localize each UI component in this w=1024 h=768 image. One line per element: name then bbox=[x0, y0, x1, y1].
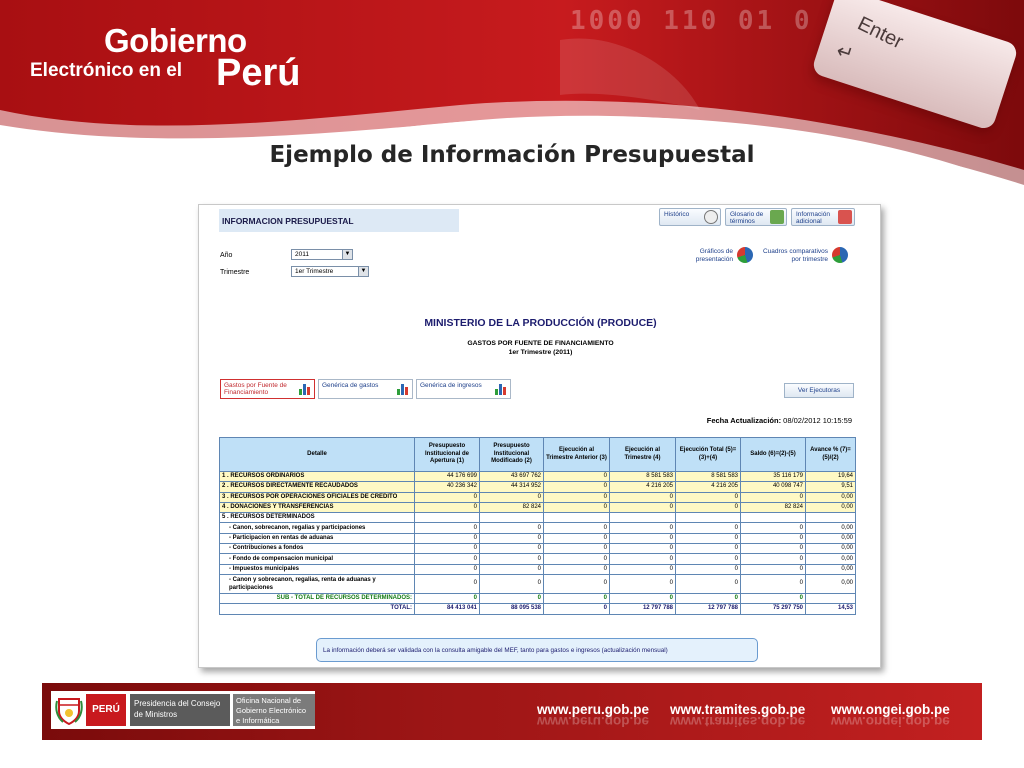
glosario-button[interactable] bbox=[725, 208, 787, 226]
row-value: 0 bbox=[610, 502, 676, 512]
row-value: 0 bbox=[415, 593, 480, 603]
col-header: Presupuesto Institucional Modificado (2) bbox=[480, 438, 544, 472]
row-value: 0 bbox=[415, 492, 480, 502]
col-header: Detalle bbox=[220, 438, 415, 472]
row-value: 0 bbox=[676, 554, 741, 564]
informacion-button[interactable] bbox=[791, 208, 855, 226]
row-value: 0 bbox=[415, 502, 480, 512]
row-value: 0 bbox=[741, 593, 806, 603]
row-value: 0 bbox=[676, 574, 741, 593]
row-detail: 3 . RECURSOS POR OPERACIONES OFICIALES DE CREDITO bbox=[220, 492, 415, 502]
row-value: 0 bbox=[480, 544, 544, 554]
row-value: 44 176 699 bbox=[415, 472, 480, 482]
row-value: 0 bbox=[480, 564, 544, 574]
row-value: 12 797 788 bbox=[676, 604, 741, 614]
table-row bbox=[220, 564, 856, 574]
row-value: 0 bbox=[544, 533, 610, 543]
coat-of-arms-icon bbox=[55, 695, 83, 725]
row-detail: 1 . RECURSOS ORDINARIOS bbox=[220, 472, 415, 482]
col-header: Presupuesto Institucional de Apertura (1) bbox=[415, 438, 480, 472]
budget-table bbox=[219, 437, 856, 615]
row-value: 0 bbox=[610, 593, 676, 603]
col-header: Avance % (7)=(5)/(2) bbox=[806, 438, 856, 472]
table-row bbox=[220, 544, 856, 554]
row-value: 0 bbox=[676, 523, 741, 533]
ano-select[interactable] bbox=[291, 249, 353, 260]
row-value: 40 098 747 bbox=[741, 482, 806, 492]
col-header: Ejecución al Trimestre (4) bbox=[610, 438, 676, 472]
ver-ejecutoras-button[interactable]: Ver Ejecutoras bbox=[784, 383, 854, 398]
table-row bbox=[220, 554, 856, 564]
pie-chart-icon-2 bbox=[832, 247, 848, 263]
table-row bbox=[220, 482, 856, 492]
informacion-label: Información adicional bbox=[796, 211, 830, 225]
tab-gastos-fuente[interactable] bbox=[220, 379, 315, 399]
row-value: 0 bbox=[544, 492, 610, 502]
update-date bbox=[707, 416, 852, 425]
row-detail: TOTAL: bbox=[220, 604, 415, 614]
tab-generica-ingresos[interactable] bbox=[416, 379, 511, 399]
ano-value: 2011 bbox=[295, 251, 309, 258]
url-tramites-reflection: www.tramites.gob.pe bbox=[670, 714, 806, 729]
row-value: 0 bbox=[610, 544, 676, 554]
row-value: 0,00 bbox=[806, 564, 856, 574]
row-detail: - Contribuciones a fondos bbox=[220, 544, 415, 554]
pie-chart-icon bbox=[737, 247, 753, 263]
row-value bbox=[741, 513, 806, 523]
bar-chart-icon bbox=[299, 384, 311, 395]
ano-label: Año bbox=[220, 252, 233, 259]
table-row bbox=[220, 492, 856, 502]
row-value: 84 413 041 bbox=[415, 604, 480, 614]
row-value bbox=[610, 513, 676, 523]
row-value: 8 581 583 bbox=[610, 472, 676, 482]
table-row bbox=[220, 523, 856, 533]
row-value: 0 bbox=[415, 544, 480, 554]
row-detail: 5 . RECURSOS DETERMINADOS bbox=[220, 513, 415, 523]
row-value bbox=[806, 513, 856, 523]
row-value: 0 bbox=[415, 554, 480, 564]
row-value bbox=[415, 513, 480, 523]
row-value bbox=[544, 513, 610, 523]
ongei-label: Oficina Nacional de Gobierno Electrónico e Informática bbox=[233, 694, 315, 726]
row-value: 0 bbox=[544, 472, 610, 482]
row-value: 75 297 750 bbox=[741, 604, 806, 614]
logo-peru: Perú bbox=[216, 52, 301, 94]
row-value bbox=[480, 513, 544, 523]
row-value: 19,64 bbox=[806, 472, 856, 482]
historico-button[interactable] bbox=[659, 208, 721, 226]
table-row bbox=[220, 513, 856, 523]
row-value bbox=[676, 513, 741, 523]
historico-label: Histórico bbox=[664, 211, 690, 218]
row-value: 88 095 538 bbox=[480, 604, 544, 614]
plus-icon bbox=[838, 210, 852, 224]
row-value: 0 bbox=[676, 593, 741, 603]
row-value: 0 bbox=[676, 492, 741, 502]
row-value: 0 bbox=[741, 533, 806, 543]
row-value: 0 bbox=[415, 574, 480, 593]
table-row bbox=[220, 604, 856, 614]
trimestre-label: Trimestre bbox=[220, 269, 250, 276]
logo-electronico: Electrónico en el bbox=[30, 60, 183, 81]
row-value: 0 bbox=[544, 574, 610, 593]
row-value: 9,51 bbox=[806, 482, 856, 492]
fecha-label: Fecha Actualización: bbox=[706, 416, 782, 425]
row-value: 14,53 bbox=[806, 604, 856, 614]
row-value: 0 bbox=[544, 554, 610, 564]
binary-decoration: 1000 110 01 0 bbox=[570, 6, 813, 36]
row-value: 0 bbox=[610, 492, 676, 502]
trimestre-value: 1er Trimestre bbox=[295, 268, 334, 275]
row-detail: - Fondo de compensacion municipal bbox=[220, 554, 415, 564]
table-row bbox=[220, 574, 856, 593]
row-value: 0 bbox=[610, 554, 676, 564]
row-value: 0 bbox=[610, 574, 676, 593]
row-value: 4 216 205 bbox=[676, 482, 741, 492]
cuadros-link[interactable]: Cuadros comparativos por trimestre bbox=[762, 248, 828, 263]
row-value: 0,00 bbox=[806, 544, 856, 554]
row-value: 0,00 bbox=[806, 492, 856, 502]
trimestre-select[interactable] bbox=[291, 266, 369, 277]
tab-label: Gastos por Fuente de Financiamiento bbox=[224, 382, 287, 396]
row-value: 0 bbox=[480, 574, 544, 593]
row-value: 0 bbox=[741, 523, 806, 533]
chevron-down-icon: ▼ bbox=[358, 267, 368, 276]
row-value: 0 bbox=[544, 482, 610, 492]
row-value: 0 bbox=[480, 492, 544, 502]
row-detail: - Canon y sobrecanon, regalias, renta de aduanas y participaciones bbox=[220, 574, 415, 593]
row-value: 82 824 bbox=[741, 502, 806, 512]
clock-icon bbox=[704, 210, 718, 224]
row-value: 0 bbox=[676, 564, 741, 574]
url-peru[interactable]: www.peru.gob.pe bbox=[537, 702, 650, 717]
row-detail: - Impuestos municipales bbox=[220, 564, 415, 574]
row-value: 4 216 205 bbox=[610, 482, 676, 492]
pcm-label: Presidencia del Consejo de Ministros bbox=[130, 694, 230, 726]
row-value: 44 314 952 bbox=[480, 482, 544, 492]
row-value: 0,00 bbox=[806, 574, 856, 593]
row-detail: 4 . DONACIONES Y TRANSFERENCIAS bbox=[220, 502, 415, 512]
row-value: 0 bbox=[610, 533, 676, 543]
row-value: 0 bbox=[544, 564, 610, 574]
col-header: Saldo (6)=(2)-(5) bbox=[741, 438, 806, 472]
ministry-title: MINISTERIO DE LA PRODUCCIÓN (PRODUCE) bbox=[424, 317, 657, 329]
government-logo-block bbox=[51, 691, 315, 729]
fecha-value: 08/02/2012 10:15:59 bbox=[783, 416, 852, 425]
row-value: 0 bbox=[676, 533, 741, 543]
logo-gobierno: Gobierno bbox=[104, 22, 247, 59]
header-banner bbox=[0, 0, 1024, 200]
peru-badge: PERÚ bbox=[86, 694, 126, 726]
table-row bbox=[220, 472, 856, 482]
row-value: 0 bbox=[480, 593, 544, 603]
url-ongei-reflection: www.ongei.gob.pe bbox=[831, 714, 950, 729]
row-value: 0 bbox=[544, 523, 610, 533]
url-ongei[interactable]: www.ongei.gob.pe bbox=[831, 702, 950, 717]
row-value: 0,00 bbox=[806, 523, 856, 533]
section-title: INFORMACION PRESUPUESTAL bbox=[219, 209, 459, 232]
row-value bbox=[806, 593, 856, 603]
chevron-down-icon: ▼ bbox=[342, 250, 352, 259]
enter-key-label: Enter bbox=[853, 12, 907, 54]
report-subtitle bbox=[199, 339, 882, 357]
row-value: 40 236 342 bbox=[415, 482, 480, 492]
row-value: 0,00 bbox=[806, 502, 856, 512]
row-value: 0 bbox=[741, 564, 806, 574]
row-value: 0 bbox=[676, 544, 741, 554]
budget-screenshot bbox=[198, 204, 881, 668]
subtitle-line: GASTOS POR FUENTE DE FINANCIAMIENTO bbox=[467, 340, 614, 347]
row-detail: - Canon, sobrecanon, regalias y participaciones bbox=[220, 523, 415, 533]
row-value: 12 797 788 bbox=[610, 604, 676, 614]
row-value: 0 bbox=[480, 533, 544, 543]
slide-title: Ejemplo de Información Presupuestal bbox=[269, 142, 755, 168]
row-detail: - Participacion en rentas de aduanas bbox=[220, 533, 415, 543]
row-value: 0 bbox=[544, 544, 610, 554]
bar-chart-icon bbox=[397, 384, 409, 395]
glosario-label: Glosario de términos bbox=[730, 211, 764, 225]
row-detail: SUB - TOTAL DE RECURSOS DETERMINADOS: bbox=[220, 593, 415, 603]
graficos-link[interactable]: Gráficos de presentación bbox=[695, 248, 733, 263]
tab-label: Genérica de gastos bbox=[322, 382, 379, 389]
row-value: 0 bbox=[741, 554, 806, 564]
validation-note: La información deberá ser validada con la consulta amigable del MEF, tanto para gastos e ingresos (actualización mensual) bbox=[316, 638, 758, 662]
row-value: 82 824 bbox=[480, 502, 544, 512]
book-icon bbox=[770, 210, 784, 224]
row-value: 43 697 762 bbox=[480, 472, 544, 482]
row-value: 0 bbox=[415, 533, 480, 543]
row-value: 0 bbox=[415, 564, 480, 574]
col-header: Ejecución Total (5)=(3)+(4) bbox=[676, 438, 741, 472]
row-value: 35 116 179 bbox=[741, 472, 806, 482]
row-detail: 2 . RECURSOS DIRECTAMENTE RECAUDADOS bbox=[220, 482, 415, 492]
row-value: 0 bbox=[741, 574, 806, 593]
row-value: 0 bbox=[610, 523, 676, 533]
table-row bbox=[220, 533, 856, 543]
row-value: 0,00 bbox=[806, 533, 856, 543]
col-header: Ejecución al Trimestre Anterior (3) bbox=[544, 438, 610, 472]
table-header-row bbox=[220, 438, 856, 472]
row-value: 0 bbox=[741, 544, 806, 554]
url-tramites[interactable]: www.tramites.gob.pe bbox=[670, 702, 806, 717]
row-value: 0 bbox=[480, 523, 544, 533]
tab-label: Genérica de ingresos bbox=[420, 382, 482, 389]
row-value: 0 bbox=[676, 502, 741, 512]
row-value: 0 bbox=[544, 593, 610, 603]
row-value: 0 bbox=[415, 523, 480, 533]
row-value: 0 bbox=[741, 492, 806, 502]
row-value: 0 bbox=[480, 554, 544, 564]
row-value: 0 bbox=[544, 502, 610, 512]
tab-generica-gastos[interactable] bbox=[318, 379, 413, 399]
period-line: 1er Trimestre (2011) bbox=[508, 349, 573, 356]
row-value: 0 bbox=[610, 564, 676, 574]
row-value: 8 581 583 bbox=[676, 472, 741, 482]
footer-bar bbox=[42, 683, 982, 740]
table-row bbox=[220, 593, 856, 603]
enter-arrow-icon: ↵ bbox=[833, 38, 857, 67]
row-value: 0 bbox=[544, 604, 610, 614]
table-row bbox=[220, 502, 856, 512]
url-peru-reflection: www.peru.gob.pe bbox=[537, 714, 650, 729]
row-value: 0,00 bbox=[806, 554, 856, 564]
bar-chart-icon bbox=[495, 384, 507, 395]
